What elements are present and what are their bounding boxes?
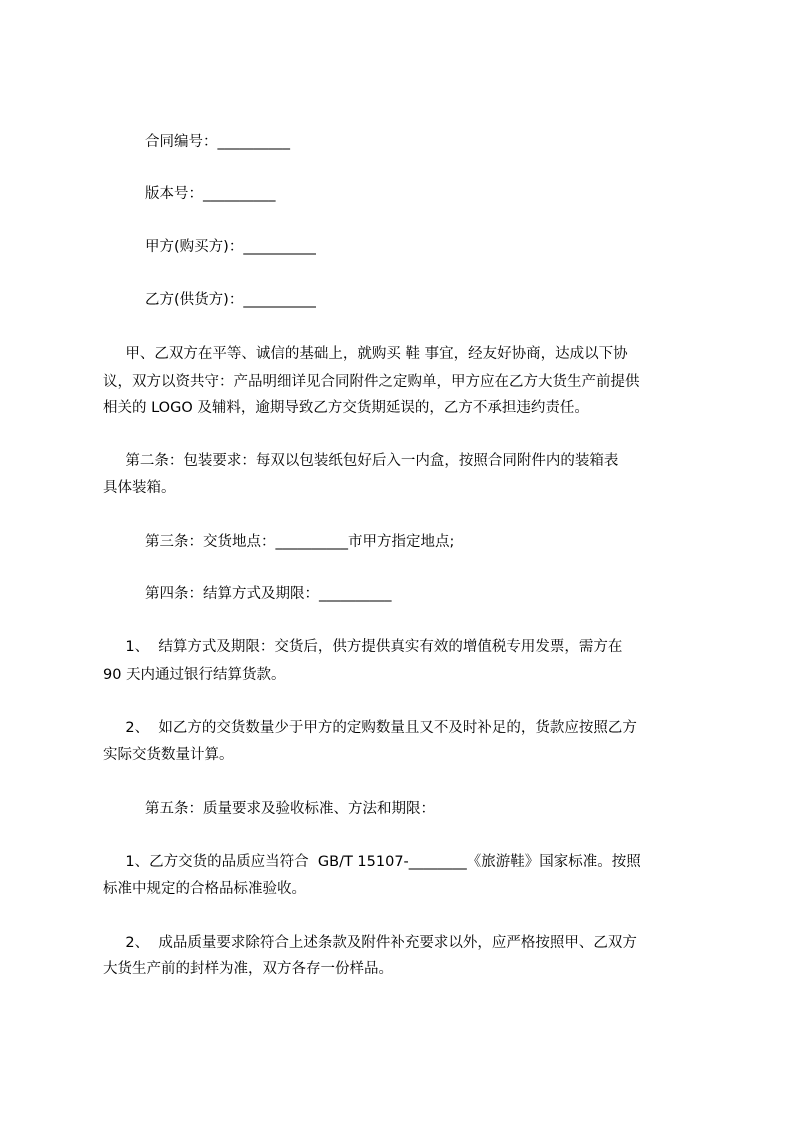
contract-number-field: 合同编号：__________	[145, 134, 290, 150]
article-5-item-1-line-1: 1、乙方交货的品质应当符合 GB/T 15107-________《旅游鞋》国家标准。按照	[107, 854, 641, 870]
party-a-field: 甲方(购买方)：__________	[145, 239, 316, 255]
article-5: 第五条：质量要求及验收标准、方法和期限：	[145, 801, 435, 817]
article-5-item-2-line-1: 2、 成品质量要求除符合上述条款及附件补充要求以外，应严格按照甲、乙双方	[107, 935, 637, 951]
intro-paragraph-line-1: 甲、乙双方在平等、诚信的基础上，就购买 鞋 事宜，经友好协商，达成以下协	[107, 346, 628, 362]
article-5-item-2-line-2: 大货生产前的封样为准，双方各存一份样品。	[103, 961, 393, 977]
intro-paragraph-line-2: 议，双方以资共守：产品明细详见合同附件之定购单，甲方应在乙方大货生产前提供	[103, 374, 640, 390]
article-4-item-1-line-2: 90 天内通过银行结算货款。	[103, 667, 286, 683]
article-4: 第四条：结算方式及期限：__________	[145, 586, 392, 602]
party-b-field: 乙方(供货方)：__________	[145, 292, 316, 308]
article-5-item-1-line-2: 标准中规定的合格品标准验收。	[103, 881, 306, 897]
article-4-item-1-line-1: 1、 结算方式及期限：交货后，供方提供真实有效的增值税专用发票，需方在	[107, 639, 623, 655]
article-3: 第三条：交货地点：__________市甲方指定地点;	[145, 534, 455, 550]
version-number-field: 版本号：__________	[145, 186, 276, 202]
article-2-line-2: 具体装箱。	[103, 480, 176, 496]
article-4-item-2-line-1: 2、 如乙方的交货数量少于甲方的定购数量且又不及时补足的，货款应按照乙方	[107, 720, 637, 736]
article-4-item-2-line-2: 实际交货数量计算。	[103, 747, 234, 763]
article-2-line-1: 第二条：包装要求：每双以包装纸包好后入一内盒，按照合同附件内的装箱表	[107, 453, 619, 469]
intro-paragraph-line-3: 相关的 LOGO 及辅料，逾期导致乙方交货期延误的，乙方不承担违约责任。	[103, 400, 589, 416]
